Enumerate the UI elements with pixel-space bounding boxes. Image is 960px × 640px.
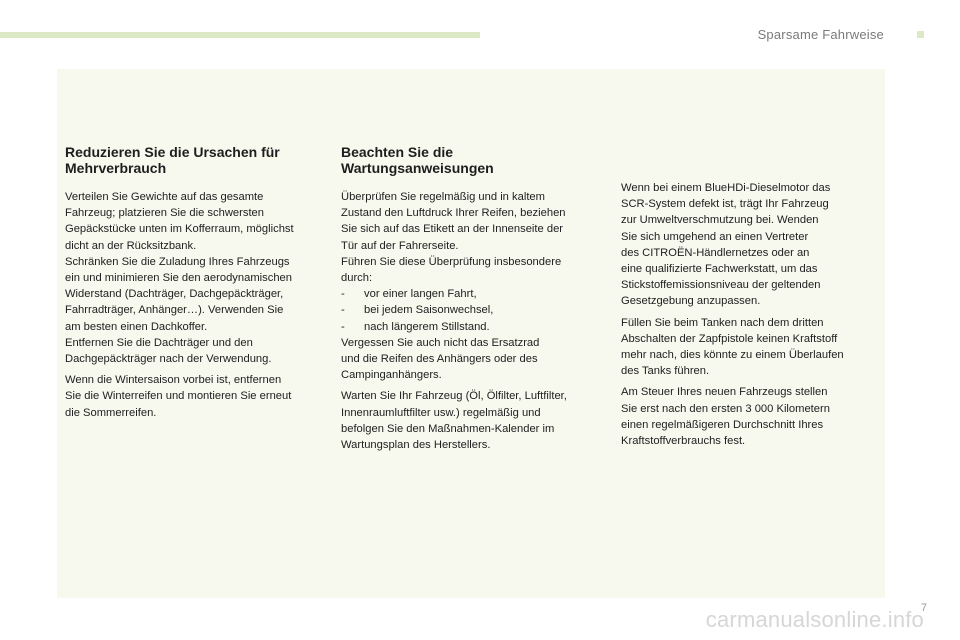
section-title: Sparsame Fahrweise	[757, 27, 884, 42]
paragraph-scr-system	[621, 180, 876, 310]
content-panel	[57, 69, 885, 598]
text-line: Entfernen Sie die Dachträger und den	[65, 336, 253, 349]
text-line: Sie sich umgehend an einen Vertreter	[621, 230, 809, 243]
text-line: Am Steuer Ihres neuen Fahrzeugs stellen	[621, 386, 828, 399]
text-line: SCR-System defekt ist, trägt Ihr Fahrzeug	[621, 198, 829, 211]
text-line: dicht an der Rücksitzbank.	[65, 239, 197, 252]
text-line: Führen Sie diese Überprüfung insbesondere	[341, 255, 562, 268]
text-line: Vergessen Sie auch nicht das Ersatzrad	[341, 336, 540, 349]
header-accent-bar	[0, 32, 480, 38]
text-line: mehr nach, dies könnte zu einem Überlaufen	[621, 349, 844, 362]
bullet-dash: -	[341, 304, 345, 317]
paragraph-service	[341, 388, 603, 453]
text-line: Gesetzgebung anzupassen.	[621, 295, 761, 308]
paragraph-refuelling	[621, 315, 876, 380]
text-line: Wenn die Wintersaison vorbei ist, entfernen	[65, 374, 282, 387]
heading-line: Beachten Sie die	[341, 144, 454, 160]
text-line: zur Umweltverschmutzung bei. Wenden	[621, 214, 819, 227]
heading-line: Reduzieren Sie die Ursachen für	[65, 144, 280, 160]
bullet-item	[341, 302, 603, 318]
page-number: 7	[920, 602, 927, 614]
text-line: Wenn bei einem BlueHDi-Dieselmotor das	[621, 182, 831, 194]
text-line: Überprüfen Sie regelmäßig und in kaltem	[341, 191, 545, 203]
text-line: Verteilen Sie Gewichte auf das gesamte	[65, 191, 264, 203]
heading-reduce-consumption	[65, 144, 310, 176]
text-line: Innenraumluftfilter usw.) regelmäßig und	[341, 406, 541, 419]
header-corner-square	[917, 31, 924, 38]
text-line: eine qualifizierte Fachwerkstatt, um das	[621, 263, 818, 276]
text-line: befolgen Sie den Maßnahmen-Kalender im	[341, 422, 555, 435]
column-consumption	[65, 144, 310, 426]
text-line: Abschalten der Zapfpistole keinen Kraftstoff	[621, 332, 838, 345]
text-line: Kraftstoffverbrauchs fest.	[621, 435, 746, 448]
bullet-item	[341, 319, 603, 335]
text-line: des CITROËN-Händlernetzes oder an	[621, 246, 810, 259]
paragraph-new-vehicle	[621, 384, 876, 449]
text-line: Gepäckstücke unten im Kofferraum, möglichst	[65, 223, 294, 236]
text-line: Warten Sie Ihr Fahrzeug (Öl, Ölfilter, Luftfilter,	[341, 390, 567, 403]
bullet-text: nach längerem Stillstand.	[364, 320, 490, 333]
text-line: Zustand den Luftdruck Ihrer Reifen, beziehen	[341, 207, 566, 220]
text-line: durch:	[341, 272, 373, 285]
bullet-text: bei jedem Saisonwechsel,	[364, 304, 494, 317]
paragraph-tyre-pressure	[341, 189, 603, 383]
bullet-dash: -	[341, 320, 345, 333]
text-line: ein und minimieren Sie den aerodynamischen	[65, 272, 292, 285]
text-line: Sie die Winterreifen und montieren Sie erneut	[65, 390, 292, 403]
text-line: Sie erst nach den ersten 3 000 Kilometern	[621, 402, 830, 415]
text-line: Fahrradträger, Anhänger…). Verwenden Sie	[65, 304, 284, 317]
text-line: Stickstoffemissionsniveau der geltenden	[621, 279, 821, 292]
text-line: Schränken Sie die Zuladung Ihres Fahrzeugs	[65, 255, 290, 268]
heading-maintenance	[341, 144, 603, 176]
text-line: Tür auf der Fahrerseite.	[341, 239, 459, 252]
bullet-item	[341, 286, 603, 302]
bullet-dash: -	[341, 288, 345, 301]
text-line: Fahrzeug; platzieren Sie die schwersten	[65, 207, 264, 220]
text-line: Sie sich auf das Etikett an der Innenseite der	[341, 223, 564, 236]
text-line: einen regelmäßigeren Durchschnitt Ihres	[621, 418, 824, 431]
column-maintenance	[341, 144, 603, 458]
bullet-text: vor einer langen Fahrt,	[364, 288, 477, 301]
heading-line: Mehrverbrauch	[65, 160, 167, 176]
paragraph-winter-tyres	[65, 372, 310, 421]
text-line: Wartungsplan des Herstellers.	[341, 439, 491, 452]
heading-line: Wartungsanweisungen	[341, 160, 494, 176]
text-line: Widerstand (Dachträger, Dachgepäckträger,	[65, 288, 284, 301]
text-line: des Tanks führen.	[621, 365, 710, 378]
paragraph-load	[65, 189, 310, 367]
text-line: und die Reifen des Anhängers oder des	[341, 353, 538, 366]
text-line: Campinganhängers.	[341, 369, 442, 382]
watermark: carmanualsonline.info	[705, 607, 924, 632]
text-line: Füllen Sie beim Tanken nach dem dritten	[621, 316, 824, 329]
text-line: die Sommerreifen.	[65, 406, 157, 419]
column-additional-notes	[621, 180, 876, 454]
text-line: am besten einen Dachkoffer.	[65, 320, 208, 333]
text-line: Dachgepäckträger nach der Verwendung.	[65, 353, 272, 366]
